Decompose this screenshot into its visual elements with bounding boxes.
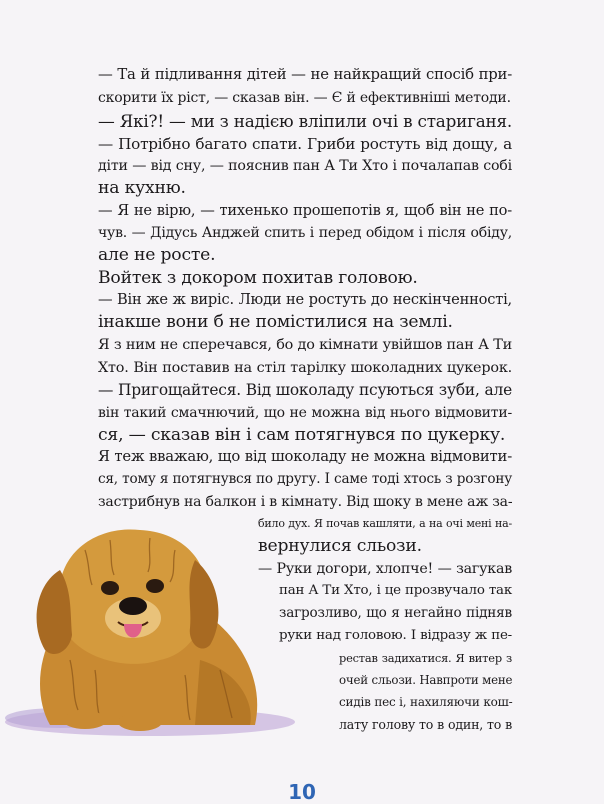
text-line: застрибнув на балкон і в кімнату. Від шоку в мене аж за-	[98, 493, 513, 510]
text-line: очей сльози. Навпроти мене	[339, 673, 513, 688]
text-line: інакше вони б не помістилися на землі.	[98, 312, 453, 333]
text-line: чув. — Дідусь Анджей спить і перед обідом і після обіду,	[98, 225, 512, 242]
text-line: діти — від сну, — пояснив пан А Ти Хто і почалапав собі	[98, 158, 512, 175]
text-line: Хто. Він поставив на стіл тарілку шоколадних цукерок.	[98, 359, 512, 376]
dog-illustration	[0, 510, 300, 740]
text-line: лату голову то в один, то в	[339, 716, 512, 732]
page-number: 10	[288, 780, 316, 804]
text-line: — Пригощайтеся. Від шоколаду псуються зуби, але	[98, 380, 512, 399]
text-line: загрозливо, що я негайно підняв	[279, 605, 512, 622]
text-line: било дух. Я почав кашляти, а на очі мені на-	[258, 516, 512, 530]
text-line: сидів пес і, нахиляючи кош-	[339, 695, 513, 710]
text-line: на кухню.	[98, 178, 186, 199]
text-line: Войтек з докором похитав головою.	[98, 268, 418, 289]
text-line: ся, тому я потягнувся по другу. І саме тоді хтось з розгону	[98, 470, 512, 487]
text-line: але не росте.	[98, 245, 216, 266]
text-line: руки над головою. І відразу ж пе-	[279, 628, 512, 644]
text-line: — Руки догори, хлопче! — загукав	[258, 561, 512, 578]
text-line: ся, — сказав він і сам потягнувся по цукерку.	[98, 424, 506, 445]
text-line: рестав задихатися. Я витер з	[339, 651, 512, 666]
text-line: — Які?! — ми з надією вліпили очі в стариганя.	[98, 111, 513, 131]
text-line: — Він же ж виріс. Люди не ростуть до нескінченності,	[98, 291, 512, 309]
text-line: Я теж вважаю, що від шоколаду не можна відмовити-	[98, 447, 512, 465]
text-line: скорити їх ріст, — сказав він. — Є й ефективніші методи.	[98, 90, 511, 106]
text-line: Я з ним не сперечався, бо до кімнати увійшов пан А Ти	[98, 337, 512, 354]
text-line: — Потрібно багато спати. Гриби ростуть від дощу, а	[98, 135, 512, 153]
text-line: пан А Ти Хто, і це прозвучало так	[279, 583, 512, 599]
text-line: — Я не вірю, — тихенько прошепотів я, щоб він не по-	[98, 202, 512, 220]
text-line: — Та й підливання дітей — не найкращий спосіб при-	[98, 66, 512, 83]
text-line: вернулися сльози.	[258, 536, 422, 557]
text-line: він такий смачнючий, що не можна від нього відмовити-	[98, 404, 512, 421]
